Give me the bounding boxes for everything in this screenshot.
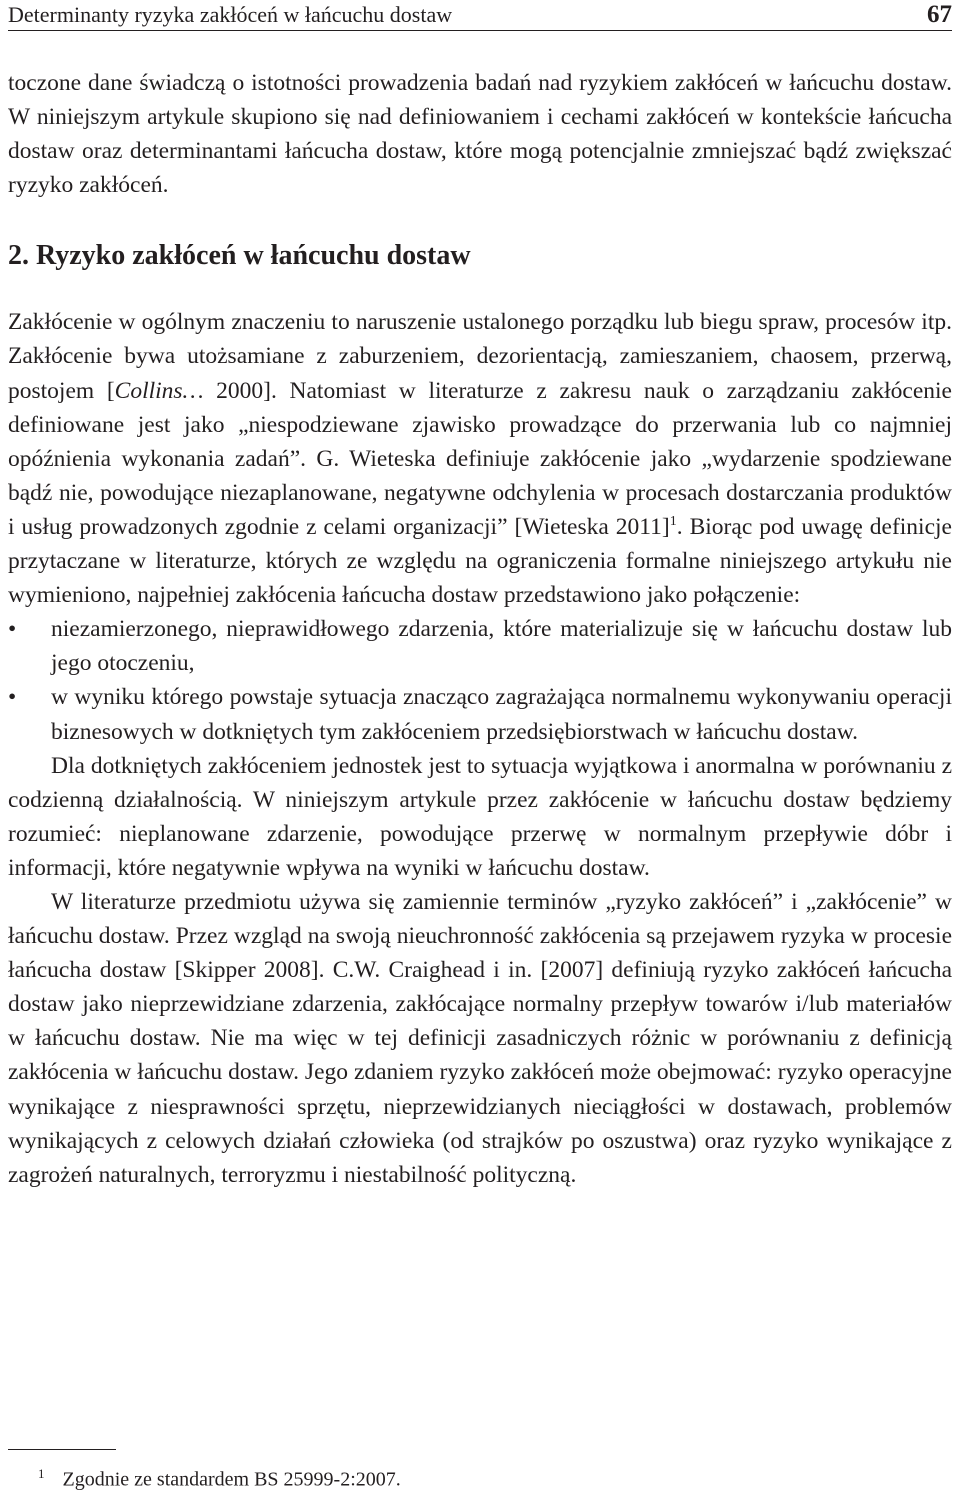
list-item-text: niezamierzonego, nieprawidłowego zdarzenia, które materializuje się w łańcuchu dostaw lub jego otoczeniu, bbox=[51, 616, 952, 677]
paragraph-text: Zakłócenie w ogólnym znaczeniu to naruszenie ustalonego porządku lub biegu spraw, procesów itp. Zakłócenie bywa utożsamiane z zaburzeniem, dezorientacją, zamieszaniem, chaosem, przerwą, postojem [ bbox=[8, 309, 952, 404]
paragraph-disruption-meaning: Dla dotkniętych zakłóceniem jednostek jest to sytuacja wyjątkowa i anormalna w porównaniu z codzienną działalnością. W niniejszym artykule przez zakłócenie w łańcuchu dostaw będziemy rozumieć: nieplanowane zdarzenie, powodujące przerwę w normalnym przepływie dóbr i informacji, które negatywnie wpływa na wyniki w łańcuchu dostaw. bbox=[8, 752, 952, 881]
footnote-reference[interactable]: 1 bbox=[669, 514, 677, 530]
page-number: 67 bbox=[927, 1, 952, 28]
paragraph-definition bbox=[8, 305, 952, 612]
footnote-divider bbox=[8, 1449, 116, 1450]
list-item-text: w wyniku którego powstaje sytuacja znacząco zagrażająca normalnemu wykonywaniu operacji biznesowych w dotkniętych tym zakłóceniem przedsiębiorstwach w łańcuchu dostaw. bbox=[51, 684, 952, 745]
paragraph-text: 2000]. Natomiast w literaturze z zakresu nauk o zarządzaniu zakłócenie definiowane jest jako „niespodziewane zjawisko prowadzące do przerwania lub co najmniej opóźnienia wykonania zadań”. G. Wieteska definiuje zakłócenie jako „wydarzenie spodziewane bądź nie, powodujące niezaplanowane, negatywne odchylenia w procesach dostarczania produktów i usług prowadzonych zgodnie z celami organizacji” [Wieteska 2011] bbox=[8, 377, 952, 540]
paragraph-intro: toczone dane świadczą o istotności prowadzenia badań nad ryzykiem zakłóceń w łańcuchu dostaw. W niniejszym artykule skupiono się nad definiowaniem i cechami zakłóceń w kontekście łańcucha dostaw oraz determinantami łańcucha dostaw, które mogą potencjalnie zmniejszać bądź zwiększać ryzyko zakłóceń. bbox=[8, 70, 952, 199]
list-item bbox=[8, 680, 952, 748]
bullet-icon: • bbox=[8, 684, 17, 711]
footnote-number: 1 bbox=[38, 1466, 45, 1481]
citation-italic: Collins… bbox=[114, 377, 204, 404]
list-item bbox=[8, 612, 952, 680]
running-title: Determinanty ryzyka zakłóceń w łańcuchu dostaw bbox=[8, 2, 453, 27]
running-header bbox=[8, 0, 952, 31]
paragraph-literature: W literaturze przedmiotu używa się zamiennie terminów „ryzyko zakłóceń” i „zakłócenie” w łańcuchu dostaw. Przez wzgląd na swoją nieuchronność zakłócenia są przejawem ryzyka w procesie łańcucha dostaw [Skipper 2008]. C.W. Craighead i in. [2007] definiują ryzyko zakłóceń łańcucha dostaw jako nieprzewidziane zdarzenia, zakłócające normalny przepływ towarów i/lub materiałów w łańcuchu dostaw. Nie ma więc w tej definicji zasadniczych różnic w porównaniu z definicją zakłócenia w łańcuchu dostaw. Jego zdaniem ryzyko zakłóceń może obejmować: ryzyko operacyjne wynikające z niesprawności sprzętu, nieprzewidzianych nieciągłości w dostawach, problemów wynikających z celowych działań człowieka (od strajków po oszustwa) oraz ryzyko wynikające z zagrożeń naturalnych, terroryzmu i niestabilność polityczną. bbox=[8, 888, 952, 1188]
body-text bbox=[8, 66, 952, 1192]
bullet-list bbox=[8, 612, 952, 748]
footnote-text: Zgodnie ze standardem BS 25999-2:2007. bbox=[62, 1468, 401, 1491]
paragraph-text: . Biorąc pod uwagę definicje przytaczane w literaturze, których ze względu na ograniczenia formalne niniejszego artykułu nie wymieniono, najpełniej zakłócenia łańcucha dostaw przedstawiono jako połączenie: bbox=[8, 513, 952, 609]
footnote bbox=[38, 1462, 401, 1492]
section-heading: 2. Ryzyko zakłóceń w łańcuchu dostaw bbox=[8, 240, 471, 272]
bullet-icon: • bbox=[8, 616, 17, 643]
